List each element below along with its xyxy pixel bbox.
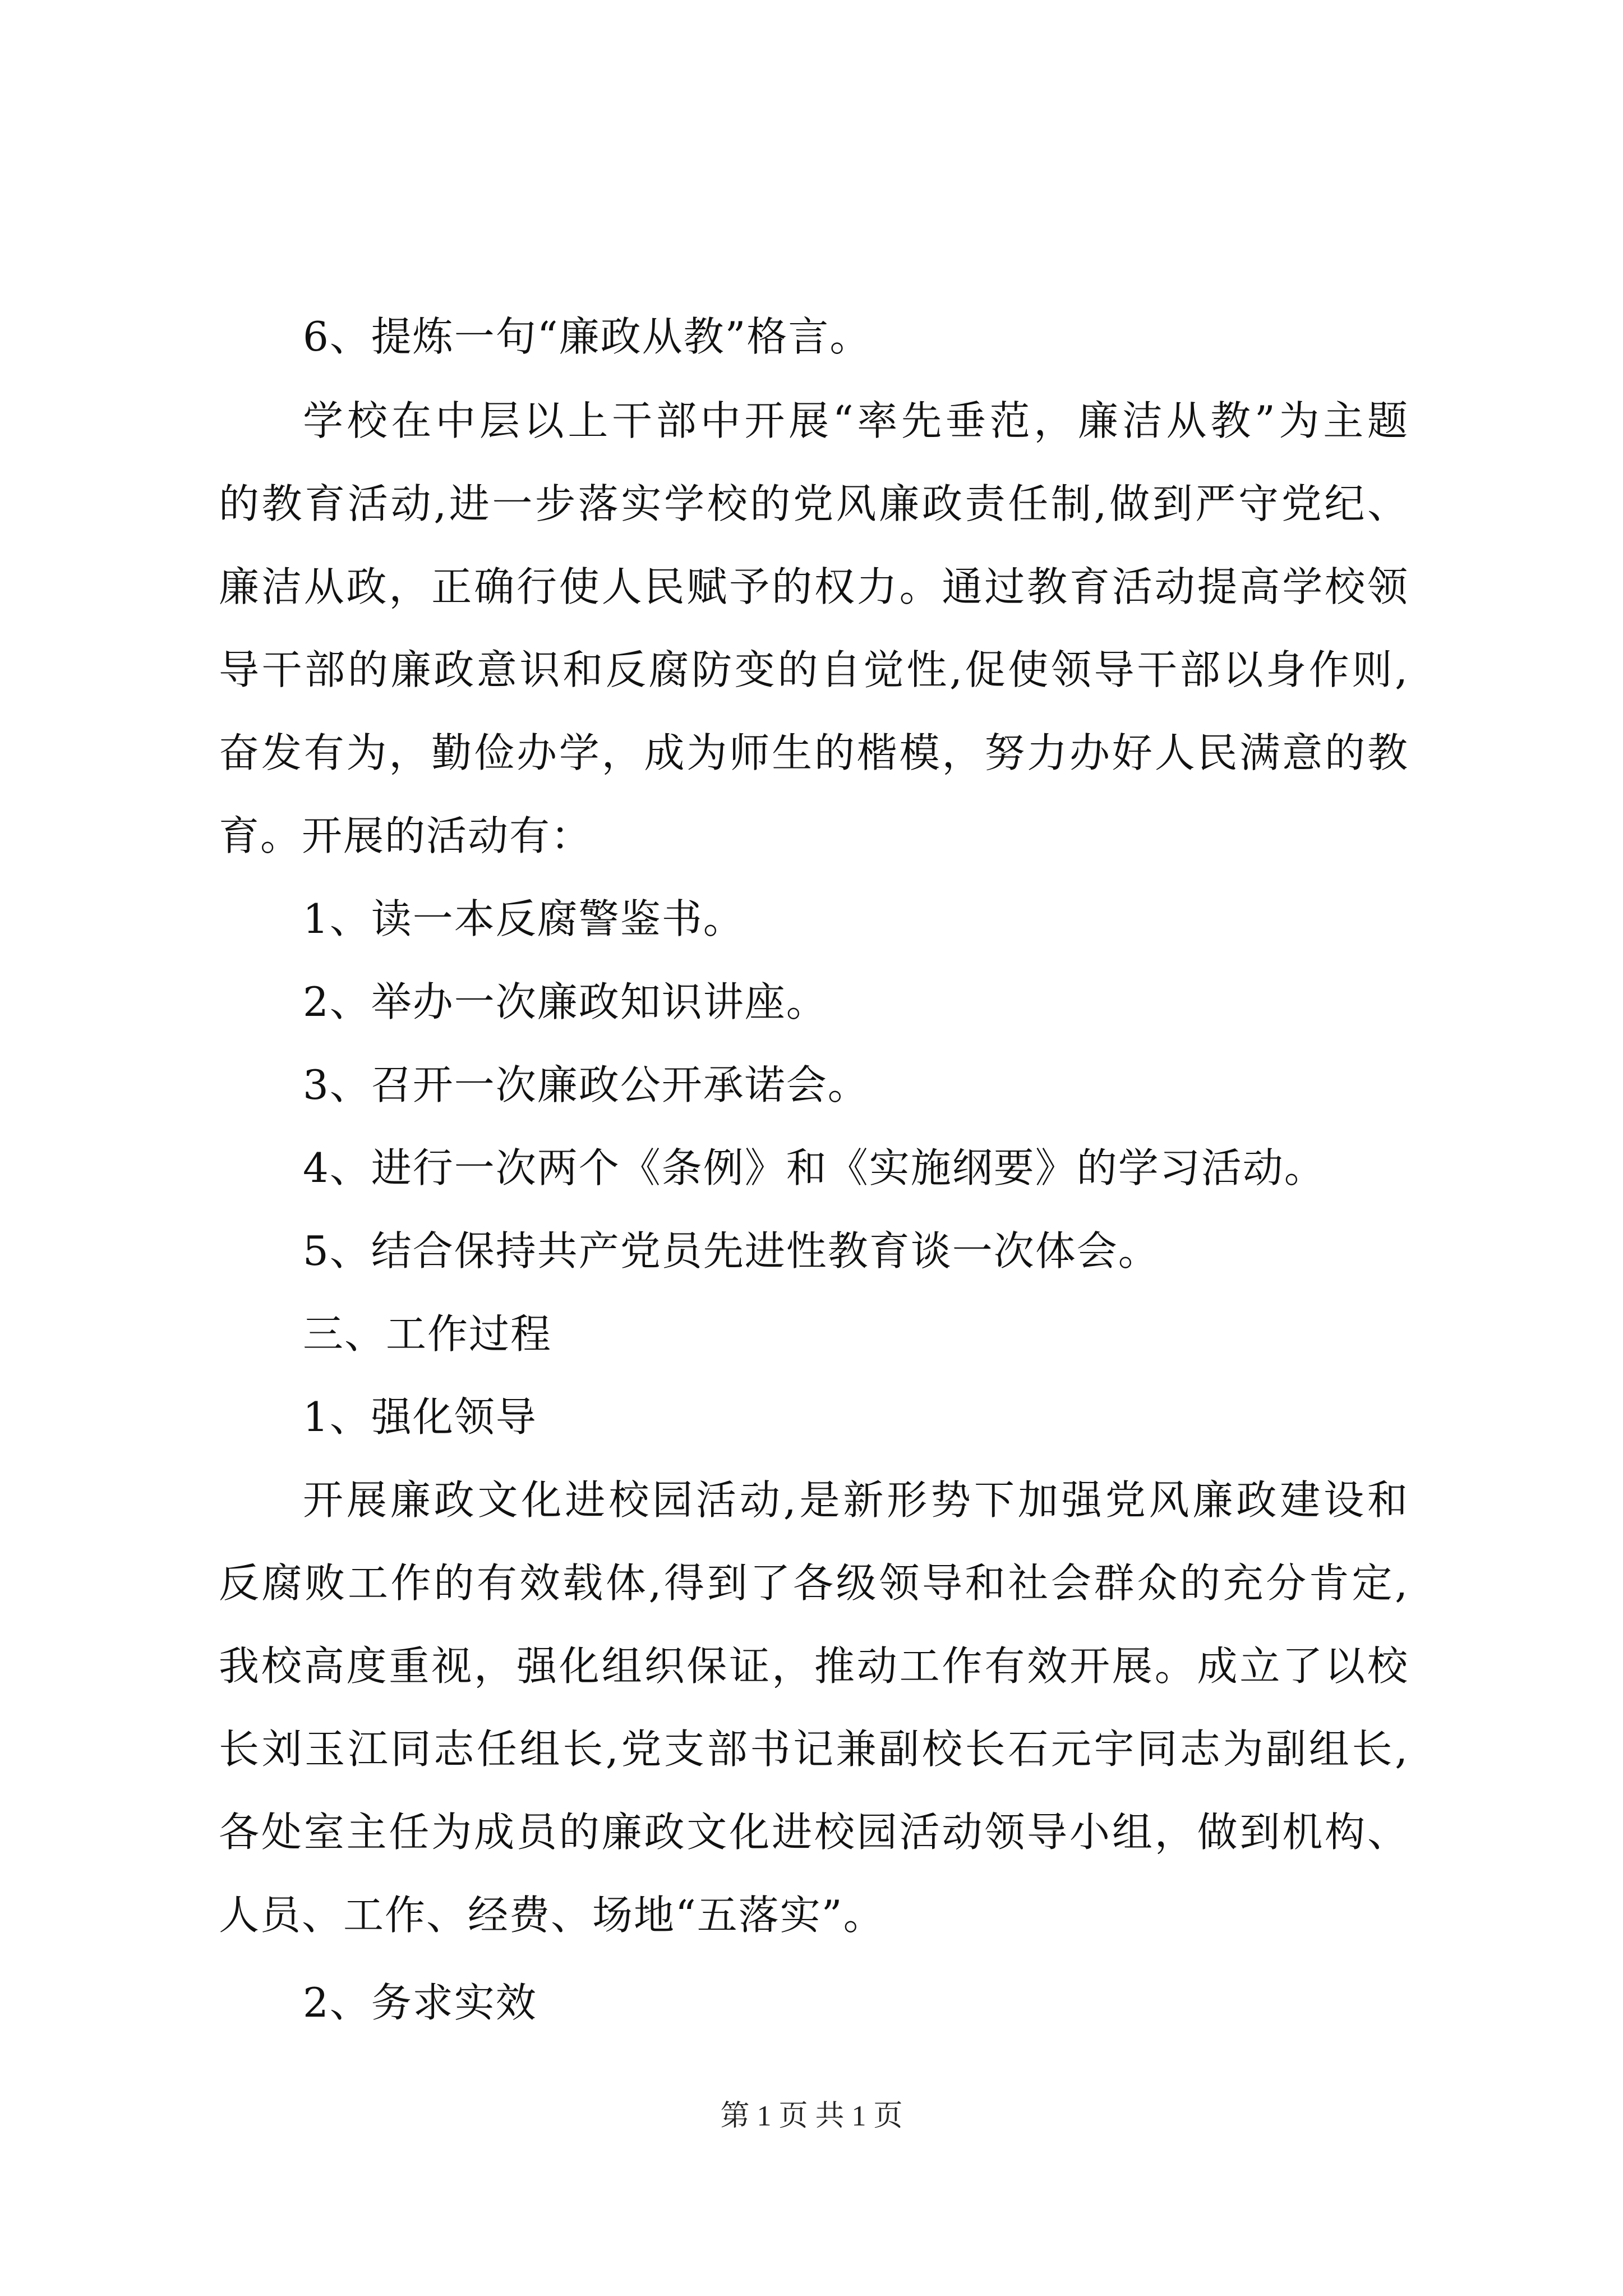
paragraph-line: 人员、工作、经费、场地“五落实”。 [219, 1892, 885, 1939]
list-item: 2、举办一次廉政知识讲座。 [303, 978, 828, 1025]
page-footer: 第 1 页 共 1 页 [720, 2100, 903, 2132]
subsection-heading: 1、强化领导 [303, 1393, 537, 1441]
paragraph-line: 学校在中层以上干部中开展“率先垂范，廉洁从教”为主题 [303, 397, 1408, 444]
paragraph-line: 长刘玉江同志任组长,党支部书记兼副校长石元宇同志为副组长, [219, 1726, 1408, 1773]
paragraph-line: 各处室主任为成员的廉政文化进校园活动领导小组，做到机构、 [219, 1809, 1408, 1856]
paragraph-line: 的教育活动,进一步落实学校的党风廉政责任制,做到严守党纪、 [219, 480, 1408, 527]
paragraph-line: 我校高度重视，强化组织保证，推动工作有效开展。成立了以校 [219, 1642, 1408, 1690]
paragraph-line: 反腐败工作的有效载体,得到了各级领导和社会群众的充分肯定, [219, 1559, 1408, 1607]
paragraph-line: 奋发有为，勤俭办学，成为师生的楷模，努力办好人民满意的教 [219, 729, 1408, 776]
list-item: 1、读一本反腐警鉴书。 [303, 895, 745, 942]
list-item: 4、进行一次两个《条例》和《实施纲要》的学习活动。 [303, 1144, 1326, 1191]
item-6-line: 6、提炼一句“廉政从教”格言。 [303, 313, 872, 360]
subsection-heading: 2、务求实效 [303, 1979, 537, 2026]
paragraph-line: 廉洁从政，正确行使人民赋予的权力。通过教育活动提高学校领 [219, 563, 1408, 610]
paragraph-line: 导干部的廉政意识和反腐防变的自觉性,促使领导干部以身作则, [219, 646, 1408, 693]
list-item: 5、结合保持共产党员先进性教育谈一次体会。 [303, 1227, 1160, 1274]
section-heading: 三、工作过程 [303, 1310, 552, 1358]
paragraph-line: 育。开展的活动有： [219, 812, 593, 859]
list-item: 3、召开一次廉政公开承诺会。 [303, 1061, 869, 1108]
paragraph-line: 开展廉政文化进校园活动,是新形势下加强党风廉政建设和 [303, 1476, 1408, 1524]
